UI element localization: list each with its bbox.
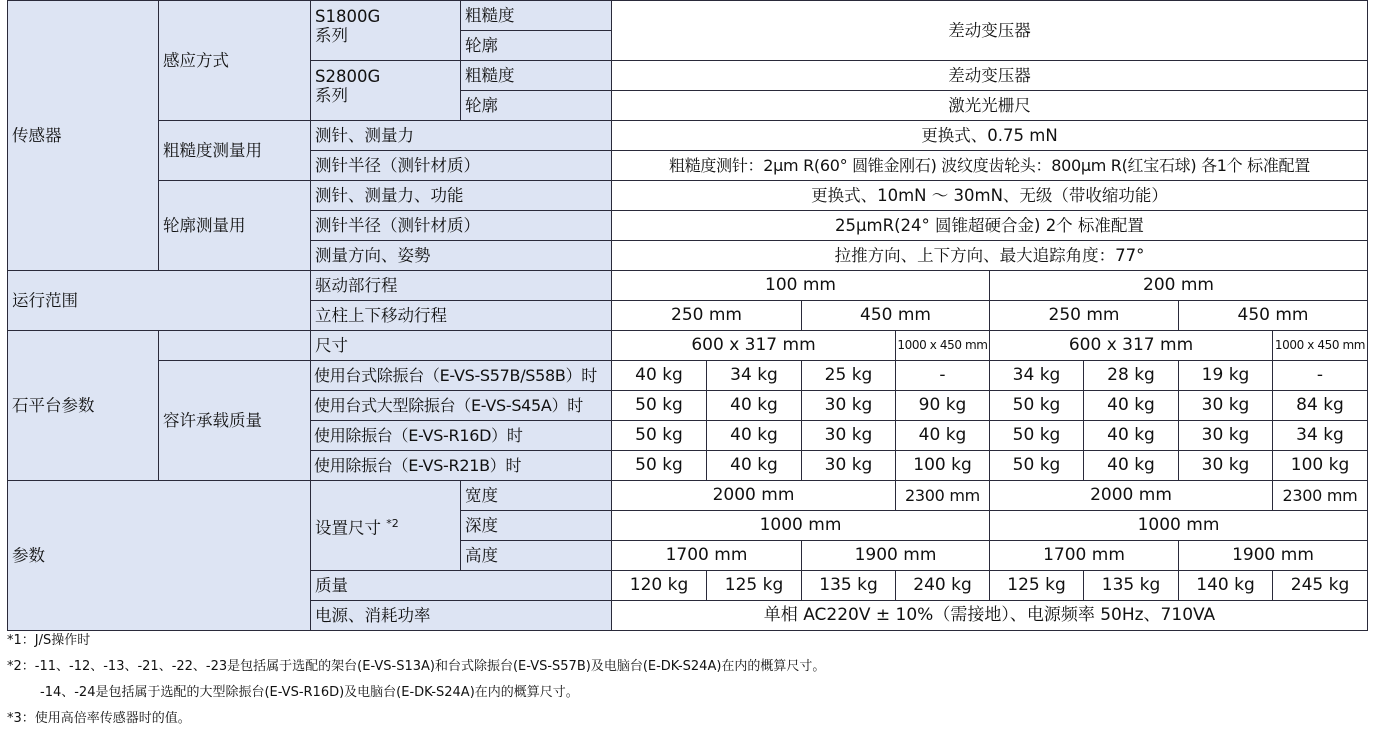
s1800-method-value: 差动变压器 (612, 1, 1368, 61)
spec-row-label: 测针半径（测针材质） (311, 151, 612, 181)
spec-row-value: 25μmR(24° 圆锥超硬合金) 2个 标准配置 (612, 211, 1368, 241)
mass-label: 质量 (311, 571, 612, 601)
height-label: 高度 (461, 541, 612, 571)
s2800-series-label: S2800G 系列 (311, 61, 461, 121)
mass-value: 135 kg (802, 571, 896, 601)
depth-value: 1000 mm (990, 511, 1368, 541)
load-value: 40 kg (707, 421, 802, 451)
spec-row-value: 拉推方向、上下方向、最大追踪角度：77° (612, 241, 1368, 271)
height-value: 1900 mm (1179, 541, 1368, 571)
mass-value: 240 kg (896, 571, 990, 601)
load-value: 100 kg (1273, 451, 1368, 481)
power-value: 单相 AC220V ± 10%（需接地）、电源频率 50Hz、710VA (612, 601, 1368, 631)
spec-row-label: 测量方向、姿勢 (311, 241, 612, 271)
drive-stroke-label: 驱动部行程 (311, 271, 612, 301)
load-value: 40 kg (612, 361, 707, 391)
load-value: 40 kg (1084, 451, 1179, 481)
parameters-label: 参数 (8, 481, 311, 631)
drive-stroke-value: 100 mm (612, 271, 990, 301)
mass-value: 125 kg (990, 571, 1084, 601)
footnote-ref: *2 (386, 516, 399, 530)
load-row-label: 使用台式大型除振台（E-VS-S45A）时 (311, 391, 612, 421)
allowable-load-label: 容许承载质量 (159, 361, 311, 481)
s2800-contour-value: 激光光栅尺 (612, 91, 1368, 121)
load-value: 30 kg (1179, 451, 1273, 481)
mass-value: 140 kg (1179, 571, 1273, 601)
s2800-contour-label: 轮廓 (461, 91, 612, 121)
load-value: 30 kg (802, 421, 896, 451)
spec-row-value: 粗糙度测针：2μm R(60° 圆锥金刚石) 波纹度齿轮头：800μm R(红宝石球) 各1个 标准配置 (612, 151, 1368, 181)
depth-label: 深度 (461, 511, 612, 541)
spec-row-value: 更换式、10mN ～ 30mN、无级（带收缩功能） (612, 181, 1368, 211)
s1800-series-label: S1800G 系列 (311, 1, 461, 61)
size-label: 尺寸 (311, 331, 612, 361)
load-value: 50 kg (990, 391, 1084, 421)
load-value: 40 kg (896, 421, 990, 451)
load-row-label: 使用除振台（E-VS-R16D）时 (311, 421, 612, 451)
height-value: 1700 mm (612, 541, 802, 571)
column-travel-value: 450 mm (802, 301, 990, 331)
s1800-roughness-label: 粗糙度 (461, 1, 612, 31)
spec-row-label: 测针、测量力 (311, 121, 612, 151)
mass-value: 135 kg (1084, 571, 1179, 601)
depth-value: 1000 mm (612, 511, 990, 541)
width-value: 2000 mm (612, 481, 896, 511)
s2800-roughness-label: 粗糙度 (461, 61, 612, 91)
power-label: 电源、消耗功率 (311, 601, 612, 631)
load-value: 50 kg (612, 421, 707, 451)
load-value: 40 kg (707, 451, 802, 481)
mass-value: 120 kg (612, 571, 707, 601)
size-value: 600 x 317 mm (990, 331, 1273, 361)
load-value: 84 kg (1273, 391, 1368, 421)
mass-value: 245 kg (1273, 571, 1368, 601)
width-label: 宽度 (461, 481, 612, 511)
load-value: 30 kg (802, 451, 896, 481)
travel-range-label: 运行范围 (8, 271, 311, 331)
load-value: 40 kg (1084, 421, 1179, 451)
contour-measurement-label: 轮廓测量用 (159, 181, 311, 271)
footnotes (7, 628, 825, 732)
load-row-label: 使用台式除振台（E-VS-S57B/S58B）时 (311, 361, 612, 391)
load-value: 50 kg (612, 391, 707, 421)
load-value: 50 kg (990, 451, 1084, 481)
size-value: 1000 x 450 mm (896, 331, 990, 361)
column-travel-label: 立柱上下移动行程 (311, 301, 612, 331)
install-size-label: 设置尺寸 $^{*2}$ (311, 481, 461, 571)
load-value: 50 kg (612, 451, 707, 481)
load-value: 40 kg (707, 391, 802, 421)
stone-platform-label: 石平台参数 (8, 331, 159, 481)
column-travel-value: 250 mm (612, 301, 802, 331)
sensing-method-label: 感应方式 (159, 1, 311, 121)
s2800-roughness-value: 差动变压器 (612, 61, 1368, 91)
load-value: 40 kg (1084, 391, 1179, 421)
empty-cell (159, 331, 311, 361)
load-value: 28 kg (1084, 361, 1179, 391)
load-value: - (1273, 361, 1368, 391)
load-value: 90 kg (896, 391, 990, 421)
mass-value: 125 kg (707, 571, 802, 601)
load-value: - (896, 361, 990, 391)
size-value: 600 x 317 mm (612, 331, 896, 361)
width-value: 2300 mm (896, 481, 990, 511)
spec-row-value: 更换式、0.75 mN (612, 121, 1368, 151)
roughness-measurement-label: 粗糙度测量用 (159, 121, 311, 181)
footnote: -14、-24是包括属于选配的大型除振台(E-VS-R16D)及电脑台(E-DK-S24A)在内的概算尺寸。 (40, 685, 579, 700)
load-value: 19 kg (1179, 361, 1273, 391)
load-value: 50 kg (990, 421, 1084, 451)
height-value: 1900 mm (802, 541, 990, 571)
spec-row-label: 测针、测量力、功能 (311, 181, 612, 211)
load-value: 30 kg (802, 391, 896, 421)
size-value: 1000 x 450 mm (1273, 331, 1368, 361)
s1800-contour-label: 轮廓 (461, 31, 612, 61)
load-value: 25 kg (802, 361, 896, 391)
load-value: 100 kg (896, 451, 990, 481)
load-value: 30 kg (1179, 421, 1273, 451)
footnote: *3：使用高倍率传感器时的值。 (7, 711, 191, 726)
column-travel-value: 450 mm (1179, 301, 1368, 331)
height-value: 1700 mm (990, 541, 1179, 571)
spec-table (7, 0, 1368, 631)
load-value: 30 kg (1179, 391, 1273, 421)
load-row-label: 使用除振台（E-VS-R21B）时 (311, 451, 612, 481)
load-value: 34 kg (990, 361, 1084, 391)
footnote: *1：J/S操作时 (7, 633, 91, 648)
footnote: *2：-11、-12、-13、-21、-22、-23是包括属于选配的架台(E-VS-S13A)和台式除振台(E-VS-S57B)及电脑台(E-DK-S24A)在内的概算尺寸。 (7, 659, 826, 674)
drive-stroke-value: 200 mm (990, 271, 1368, 301)
load-value: 34 kg (1273, 421, 1368, 451)
sensor-label: 传感器 (8, 1, 159, 271)
load-value: 34 kg (707, 361, 802, 391)
spec-row-label: 测针半径（测针材质） (311, 211, 612, 241)
column-travel-value: 250 mm (990, 301, 1179, 331)
width-value: 2000 mm (990, 481, 1273, 511)
width-value: 2300 mm (1273, 481, 1368, 511)
